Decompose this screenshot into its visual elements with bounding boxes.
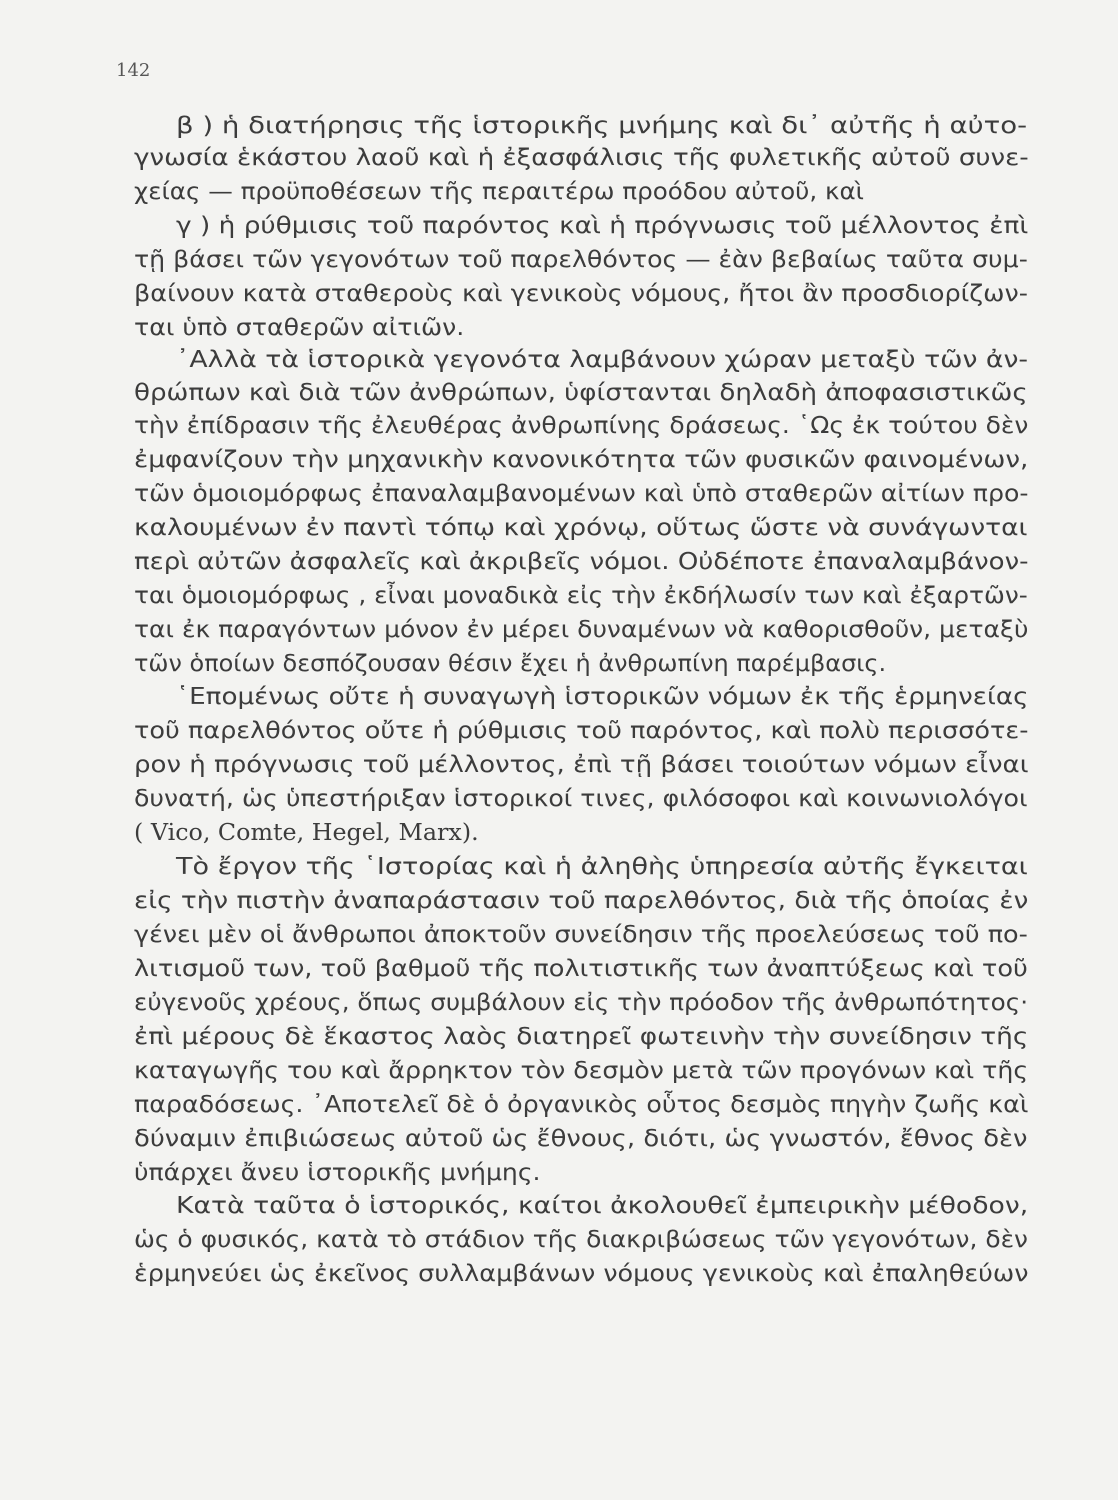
text-line: βαίνουν κατὰ σταθεροὺς καὶ γενικοὺς νόμους, ἤτοι ἂν προσδιορίζων-: [134, 279, 1028, 307]
text-line: περὶ αὐτῶν ἀσφαλεῖς καὶ ἀκριβεῖς νόμοι. Οὐδέποτε ἐπαναλαμβάνον-: [134, 547, 1029, 575]
page-number: 142: [116, 60, 151, 81]
text-line: δύναμιν ἐπιβιώσεως αὐτοῦ ὡς ἔθνους, διότι, ὡς γνωστόν, ἔθνος δὲν: [134, 1124, 1028, 1152]
text-line: ἐπὶ μέρους δὲ ἕκαστος λαὸς διατηρεῖ φωτεινὴν τὴν συνείδησιν τῆς: [134, 1022, 1029, 1050]
text-line: γνωσία ἑκάστου λαοῦ καὶ ἡ ἐξασφάλισις τῆς φυλετικῆς αὐτοῦ συνε-: [134, 143, 1029, 171]
text-line: Τὸ ἔργον τῆς ῾Ιστορίας καὶ ἡ ἀληθὴς ὑπηρεσία αὐτῆς ἔγκειται: [176, 852, 1028, 880]
text-line: ἐμφανίζουν τὴν μηχανικὴν κανονικότητα τῶν φυσικῶν φαινομένων,: [134, 445, 1029, 473]
text-line: ται ὁμοιομόρφως , εἶναι μοναδικὰ εἰς τὴν ἐκδήλωσίν των καὶ ἐξαρτῶν-: [134, 581, 1028, 609]
text-line: χείας — προϋποθέσεων τῆς περαιτέρω προόδου αὐτοῦ, καὶ: [134, 177, 864, 205]
text-line: καλουμένων ἐν παντὶ τόπῳ καὶ χρόνῳ, οὕτως ὥστε νὰ συνάγωνται: [134, 513, 1028, 541]
text-line: γ ) ἡ ρύθμισις τοῦ παρόντος καὶ ἡ πρόγνωσις τοῦ μέλλοντος ἐπὶ: [176, 211, 1029, 239]
text-line: ται ἐκ παραγόντων μόνον ἐν μέρει δυναμένων νὰ καθορισθοῦν, μεταξὺ: [134, 615, 1029, 643]
text-line: Κατὰ ταῦτα ὁ ἱστορικός, καίτοι ἀκολουθεῖ ἐμπειρικὴν μέθοδον,: [176, 1191, 1029, 1219]
text-line: ὑπάρχει ἄνευ ἱστορικῆς μνήμης.: [134, 1158, 541, 1186]
text-line: γένει μὲν οἱ ἄνθρωποι ἀποκτοῦν συνείδησιν τῆς προελεύσεως τοῦ πο-: [134, 920, 1028, 948]
text-line: δυνατή, ὡς ὑπεστήριξαν ἱστορικοί τινες, φιλόσοφοι καὶ κοινωνιολόγοι: [134, 784, 1028, 812]
text-line: εὐγενοῦς χρέους, ὅπως συμβάλουν εἰς τὴν πρόοδον τῆς ἀνθρωπότητος·: [134, 988, 1029, 1016]
text-line: τὴν ἐπίδρασιν τῆς ἐλευθέρας ἀνθρωπίνης δράσεως. ῾Ως ἐκ τούτου δὲν: [134, 411, 1029, 439]
text-line: εἰς τὴν πιστὴν ἀναπαράστασιν τοῦ παρελθόντος, διὰ τῆς ὁποίας ἐν: [134, 886, 1029, 914]
text-line: ρον ἡ πρόγνωσις τοῦ μέλλοντος, ἐπὶ τῇ βάσει τοιούτων νόμων εἶναι: [134, 750, 1029, 778]
text-line: καταγωγῆς του καὶ ἄρρηκτον τὸν δεσμὸν μετὰ τῶν προγόνων καὶ τῆς: [134, 1056, 1029, 1084]
text-line: παραδόσεως. ᾿Αποτελεῖ δὲ ὁ ὀργανικὸς οὗτος δεσμὸς πηγὴν ζωῆς καὶ: [134, 1090, 1029, 1118]
text-line: ται ὑπὸ σταθερῶν αἰτιῶν.: [134, 313, 465, 341]
text-line: ᾿Αλλὰ τὰ ἱστορικὰ γεγονότα λαμβάνουν χώραν μεταξὺ τῶν ἀν-: [176, 345, 1029, 373]
text-line: τοῦ παρελθόντος οὔτε ἡ ρύθμισις τοῦ παρόντος, καὶ πολὺ περισσότε-: [134, 716, 1029, 744]
text-line: λιτισμοῦ των, τοῦ βαθμοῦ τῆς πολιτιστικῆς των ἀναπτύξεως καὶ τοῦ: [134, 954, 1028, 982]
text-line: τῇ βάσει τῶν γεγονότων τοῦ παρελθόντος — ἐὰν βεβαίως ταῦτα συμ-: [134, 245, 1028, 273]
text-line: θρώπων καὶ διὰ τῶν ἀνθρώπων, ὑφίστανται δηλαδὴ ἀποφασιστικῶς: [134, 378, 1028, 406]
text-line: ῾Επομένως οὔτε ἡ συναγωγὴ ἱστορικῶν νόμων ἐκ τῆς ἑρμηνείας: [176, 682, 1029, 710]
text-line: β ) ἡ διατήρησις τῆς ἱστορικῆς μνήμης καὶ δι᾽ αὐτῆς ἡ αὐτο-: [176, 111, 1028, 139]
text-line: ἑρμηνεύει ὡς ἐκεῖνος συλλαμβάνων νόμους γενικοὺς καὶ ἐπαληθεύων: [134, 1259, 1029, 1287]
text-line: τῶν ὁποίων δεσπόζουσαν θέσιν ἔχει ἡ ἀνθρωπίνη παρέμβασις.: [134, 649, 887, 677]
text-line: τῶν ὁμοιομόρφως ἐπαναλαμβανομένων καὶ ὑπὸ σταθερῶν αἰτίων προ-: [134, 479, 1029, 507]
text-line: ( Vico, Comte, Hegel, Marx).: [134, 818, 479, 846]
text-line: ὡς ὁ φυσικός, κατὰ τὸ στάδιον τῆς διακριβώσεως τῶν γεγονότων, δὲν: [134, 1225, 1028, 1253]
